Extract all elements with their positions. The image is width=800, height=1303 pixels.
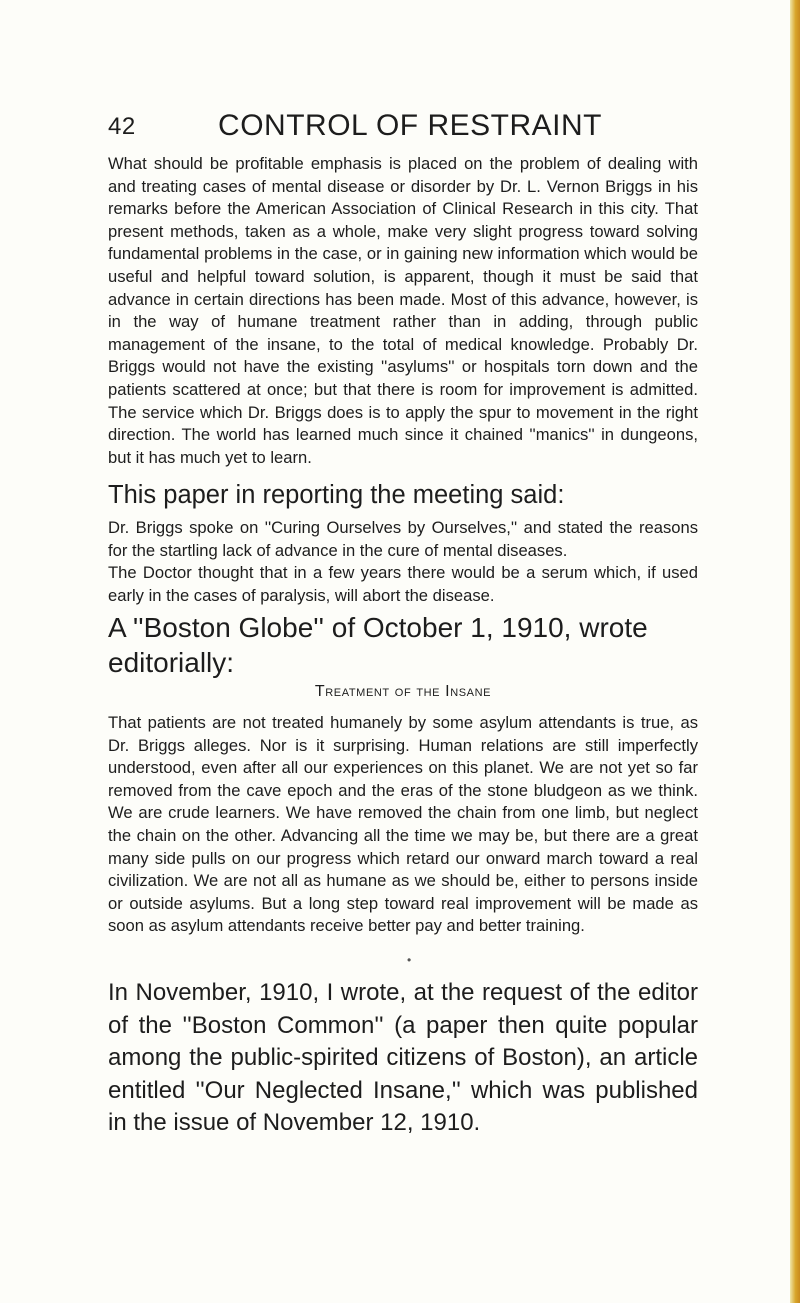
running-head: CONTROL OF RESTRAINT (218, 109, 602, 142)
ornament-mark: • (407, 953, 412, 967)
page-number: 42 (108, 113, 136, 140)
editorial-paragraph: That patients are not treated humanely by some asylum attendants is true, as Dr. Briggs alleges. Nor is it surprising. Human relations are still imperfectly understood, even after all our experiences on this planet. We are not yet so far removed from the cave epoch and the eras of the stone bludgeon as we think. We are crude learners. We have removed the chain from one limb, but neglect the chain on the other. Advancing all the time we may be, but there are a great many side pulls on our progress which retard our onward march toward a real civilization. We are not all as humane as we should be, either to persons inside or outside asylums. But a long step toward real improvement will be made as soon as asylum attendants receive better pay and better training. (108, 713, 698, 936)
page-edge-shadow (790, 0, 800, 1303)
globe-intro: A ''Boston Globe'' of October 1, 1910, wrote editorially: (108, 612, 648, 678)
intro-paragraph: What should be profitable emphasis is placed on the problem of dealing with and treating cases of mental disease or disorder by Dr. L. Vernon Briggs in his remarks before the American Association of Clinical Research in this city. That present methods, taken as a whole, make very slight progress toward solving fundamental problems in the case, or in gaining new information which would be useful and helpful toward solution, is apparent, though it must be said that advance in certain directions has been made. Most of this advance, however, is in the way of humane treatment rather than in adding, through public management of the insane, to the total of medical knowledge. Probably Dr. Briggs would not have the existing ''asylums'' or hospitals torn down and the patients scattered at once; but that there is room for improvement is admitted. The service which Dr. Briggs does is to apply the spur to movement in the right direction. The world has learned much since it chained ''manics'' in dungeons, but it has much yet to learn. (108, 154, 698, 467)
paper-intro: This paper in reporting the meeting said: (108, 481, 565, 509)
quote-paragraph-1: Dr. Briggs spoke on ''Curing Ourselves by Ourselves,'' and stated the reasons for the startling lack of advance in the cure of mental diseases. (108, 518, 698, 560)
november-paragraph: In November, 1910, I wrote, at the request of the editor of the ''Boston Common'' (a paper then quite popular among the public-spirited citizens of Boston), an article entitled ''Our Neglected Insane,'' which was published in the issue of November 12, 1910. (108, 979, 698, 1136)
quote-paragraph-2: The Doctor thought that in a few years there would be a serum which, if used early in the cases of paralysis, will abort the disease. (108, 563, 698, 605)
section-heading: Treatment of the Insane (314, 683, 492, 700)
